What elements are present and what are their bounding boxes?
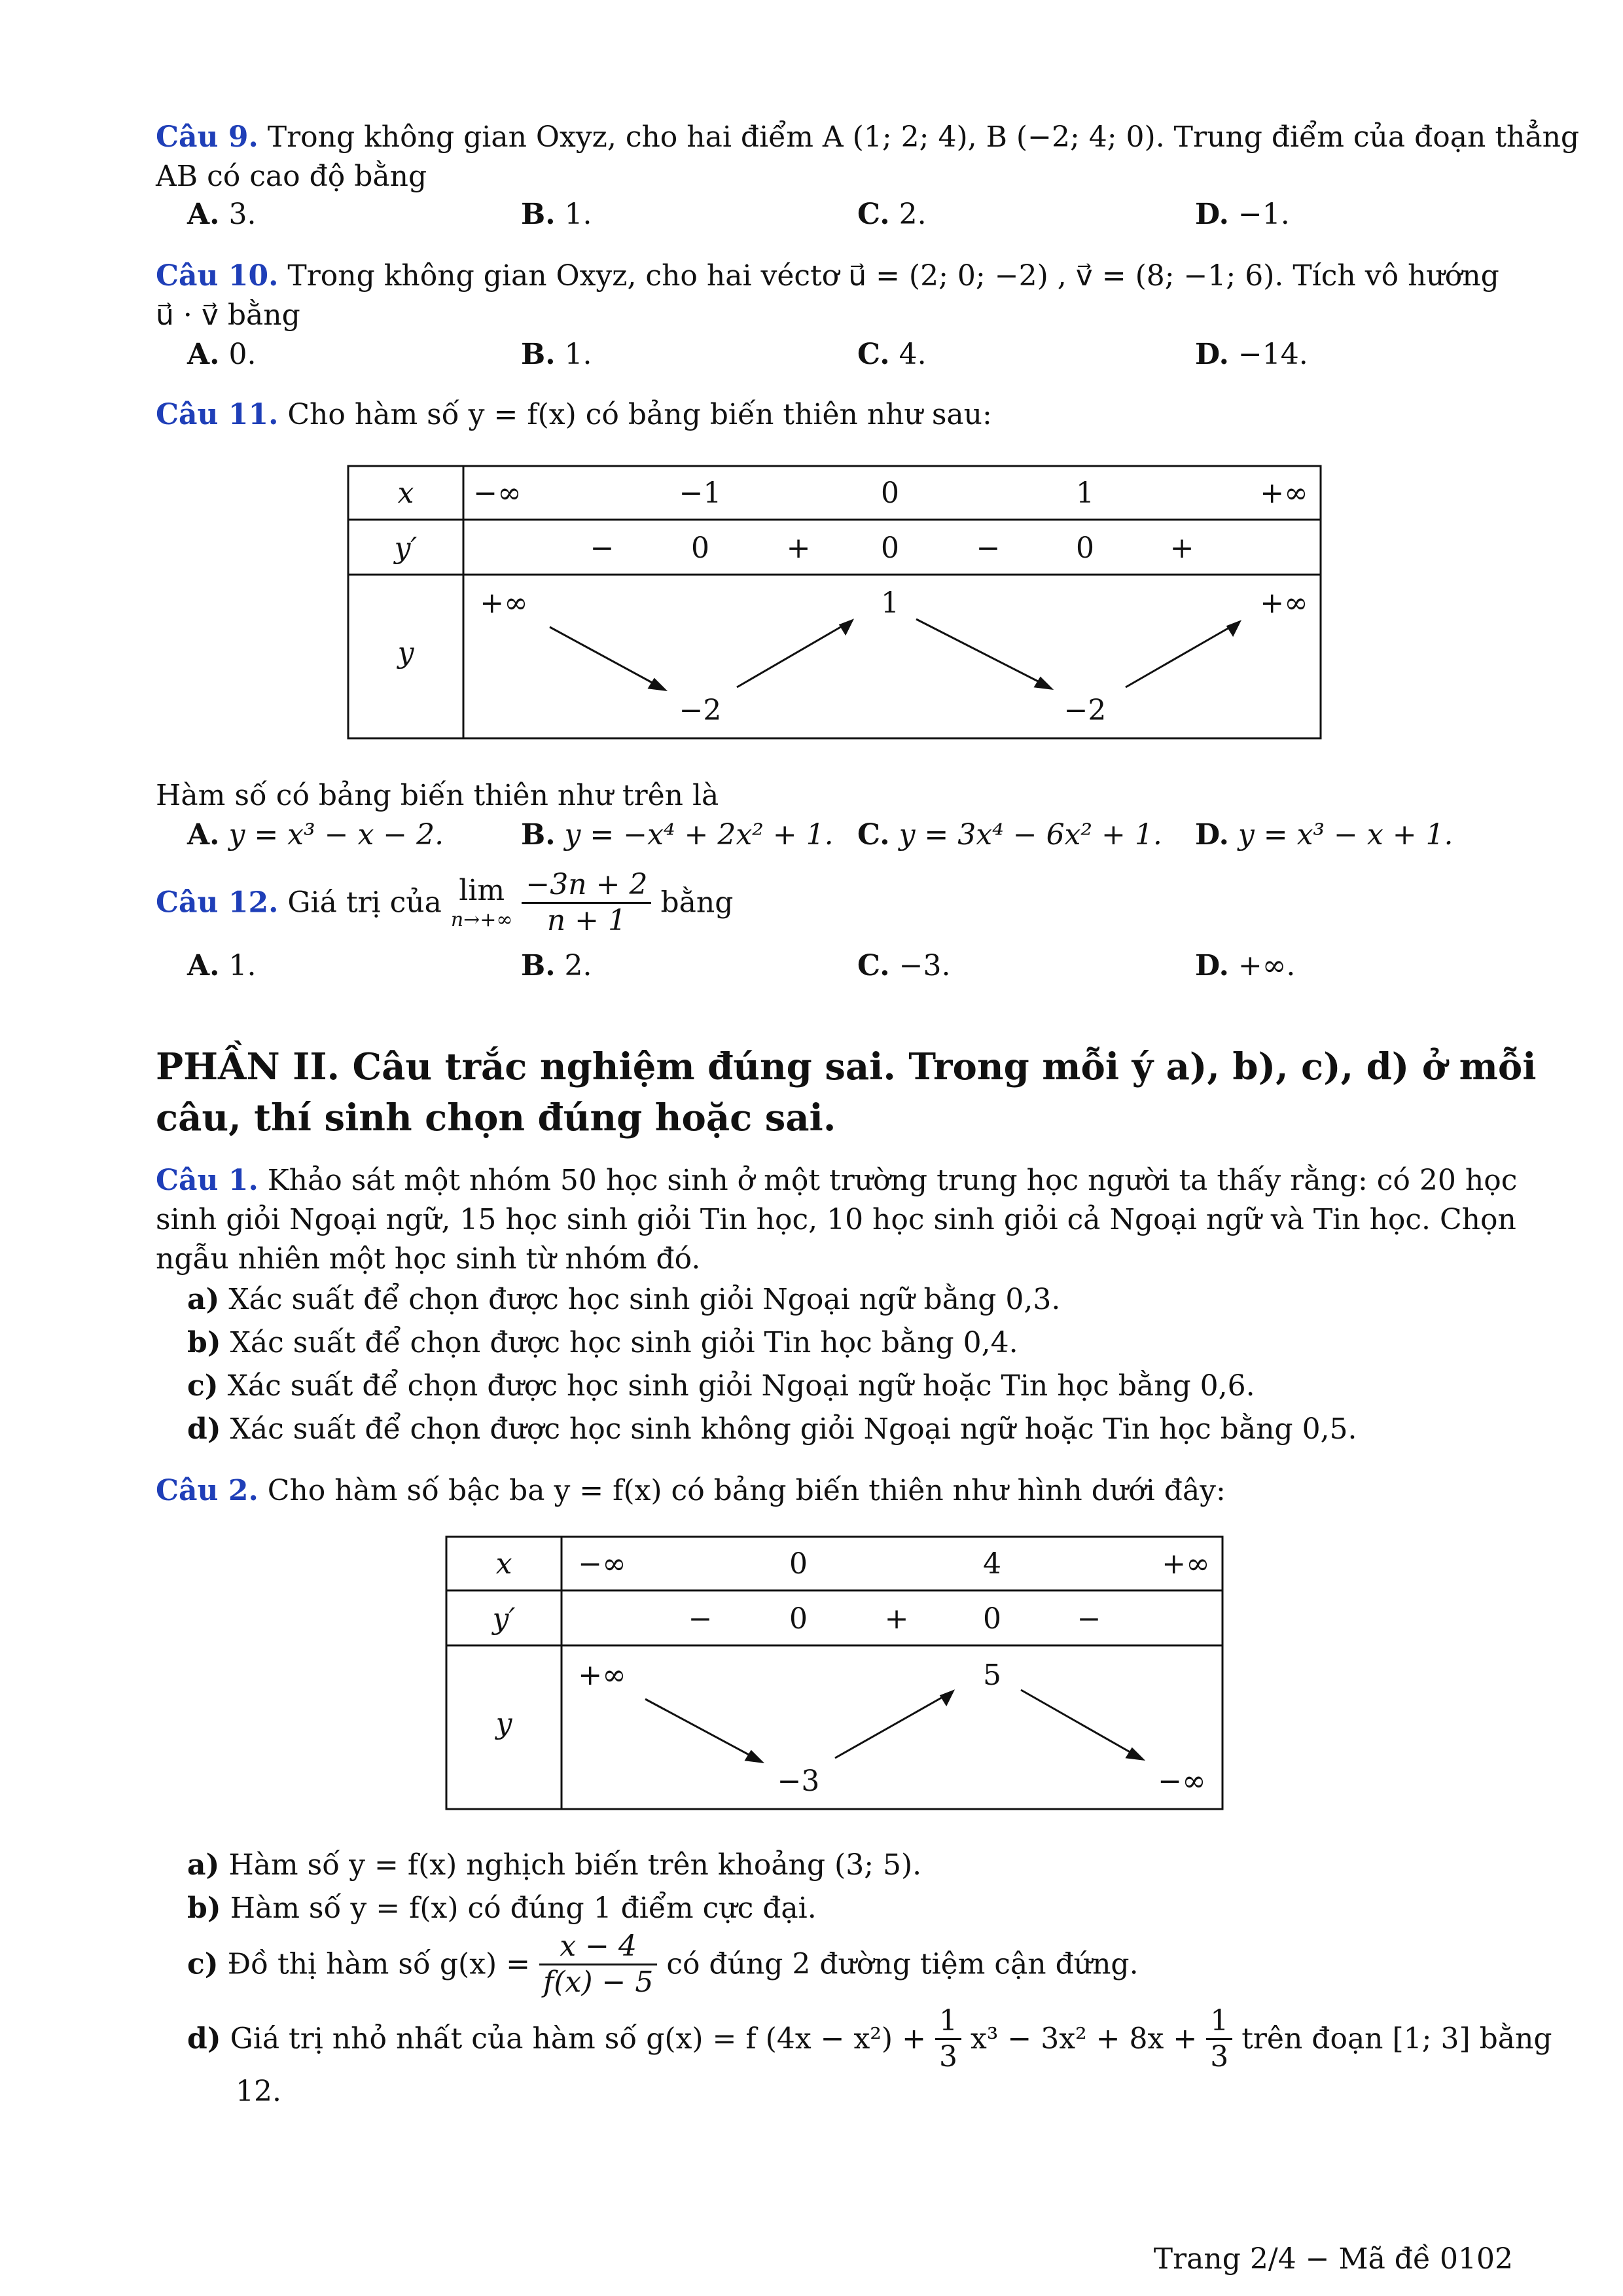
q11-label: Câu 11. <box>156 398 279 431</box>
q11-yprime-zero: 0 <box>691 531 709 565</box>
p2q1-line1: Câu 1. Khảo sát một nhóm 50 học sinh ở một trường trung học người ta thấy rằng: có 20 học <box>156 1164 1518 1197</box>
p2q2-arrow-up <box>835 1696 944 1758</box>
p2q2-y-value: 5 <box>983 1659 1001 1692</box>
p2q2-item-d-line2: 12. <box>236 2075 281 2108</box>
p2q2-y-value: +∞ <box>578 1659 626 1692</box>
q11-yprime-zero: 0 <box>881 531 899 565</box>
q11-x-value: 1 <box>1076 476 1094 510</box>
q11-y-value: 1 <box>881 586 899 620</box>
p2q2-row-label-y: y <box>495 1707 512 1740</box>
q10-option-d: D. −14. <box>1195 338 1308 371</box>
q11-option-c: C. y = 3x⁴ − 6x² + 1. <box>857 818 1162 852</box>
q12-prefix: Giá trị của <box>287 886 442 920</box>
q11-y-value: +∞ <box>1260 586 1308 620</box>
q11-x-value: −∞ <box>473 476 522 510</box>
p2q2-row-label-yprime: y′ <box>492 1602 516 1636</box>
q9-option-d: D. −1. <box>1195 198 1290 231</box>
p2q2-label: Câu 2. <box>156 1474 259 1507</box>
q11-yprime-sign: − <box>976 531 1001 565</box>
p2q2-yprime-sign: − <box>1077 1602 1101 1636</box>
p2q1-item-d: d) Xác suất để chọn được học sinh không giỏi Ngoại ngữ hoặc Tin học bằng 0,5. <box>187 1412 1357 1446</box>
q11-text: Cho hàm số y = f(x) có bảng biến thiên như sau: <box>287 398 992 431</box>
q9-option-a: A. 3. <box>187 198 257 231</box>
q9-label: Câu 9. <box>156 120 259 154</box>
q11-yprime-sign: + <box>1169 531 1194 565</box>
q10-option-b: B. 1. <box>521 338 592 371</box>
p2q2-item-c: c) Đồ thị hàm số g(x) = $\frac{x - 4}{f(x) - 5}$ có đúng 2 đường tiệm cận đứng. <box>187 1929 1139 1999</box>
q11-arrow-down <box>916 619 1042 683</box>
q11-row-label-yprime: y′ <box>394 531 418 565</box>
p2q1-item-b: b) Xác suất để chọn được học sinh giỏi Tin học bằng 0,4. <box>187 1326 1018 1359</box>
p2q2-x-value: −∞ <box>578 1547 626 1581</box>
p2q1-line2: sinh giỏi Ngoại ngữ, 15 học sinh giỏi Tin học, 10 học sinh giỏi cả Ngoại ngữ và Tin học. Chọn <box>156 1203 1516 1236</box>
p2q2-d-fraction-1: $\frac{1}{3}$ <box>935 2007 961 2072</box>
q11-option-a: A. y = x³ − x − 2. <box>187 818 444 852</box>
q11-yprime-zero: 0 <box>1076 531 1094 565</box>
q11-y-value: −2 <box>679 694 722 727</box>
p2q2-y-value: −3 <box>777 1765 820 1798</box>
q11-y-value: −2 <box>1063 694 1107 727</box>
q11-row-label-y: y <box>397 636 414 670</box>
p2q2-arrow-down <box>1021 1690 1133 1754</box>
p2q2-row-label-x: x <box>495 1547 512 1581</box>
q12-suffix: bằng <box>660 886 734 920</box>
q10-label: Câu 10. <box>156 259 279 293</box>
q11-x-value: 0 <box>881 476 899 510</box>
p2q1-item-a: a) Xác suất để chọn được học sinh giỏi Ngoại ngữ bằng 0,3. <box>187 1283 1061 1316</box>
q11-x-value: −1 <box>679 476 722 510</box>
q12-fraction: $\frac{-3n + 2}{n + 1}$ <box>522 870 651 935</box>
q12-limit: lim n→+∞ <box>450 874 513 931</box>
part2-title-line2: câu, thí sinh chọn đúng hoặc sai. <box>156 1096 836 1139</box>
q11-x-value: +∞ <box>1260 476 1308 510</box>
part2-title-line1: PHẦN II. Câu trắc nghiệm đúng sai. Trong mỗi ý a), b), c), d) ở mỗi <box>156 1045 1537 1088</box>
p2q2-c-fraction: $\frac{x - 4}{f(x) - 5}$ <box>539 1932 657 1997</box>
p2q2-arrow-down <box>645 1699 753 1757</box>
p2q2-line: Câu 2. Cho hàm số bậc ba y = f(x) có bảng biến thiên như hình dưới đây: <box>156 1474 1226 1507</box>
p2q2-item-a: a) Hàm số y = f(x) nghịch biến trên khoảng (3; 5). <box>187 1848 922 1882</box>
q9-line1 <box>156 120 1580 154</box>
p2q1-item-c: c) Xác suất để chọn được học sinh giỏi Ngoại ngữ hoặc Tin học bằng 0,6. <box>187 1369 1255 1403</box>
q10-option-a: A. 0. <box>187 338 257 371</box>
q11-arrow-up <box>737 626 843 687</box>
q12-option-c: C. −3. <box>857 949 951 982</box>
p2q2-variation-table <box>445 1535 1224 1810</box>
q11-yprime-sign: − <box>590 531 615 565</box>
q11-line <box>156 398 992 431</box>
q11-yprime-sign: + <box>786 531 811 565</box>
q10-option-c: C. 4. <box>857 338 927 371</box>
q12-line <box>156 870 733 935</box>
q11-variation-table <box>347 465 1322 740</box>
p2q2-item-b: b) Hàm số y = f(x) có đúng 1 điểm cực đại. <box>187 1892 817 1925</box>
q11-y-value: +∞ <box>480 586 528 620</box>
q9-option-b: B. 1. <box>521 198 592 231</box>
p2q2-yprime-zero: 0 <box>789 1602 808 1636</box>
q9-option-c: C. 2. <box>857 198 927 231</box>
page-footer: Trang 2/4 − Mã đề 0102 <box>1153 2242 1513 2276</box>
p2q2-yprime-zero: 0 <box>983 1602 1001 1636</box>
p2q2-d-fraction-2: $\frac{1}{3}$ <box>1206 2007 1232 2072</box>
q11-option-d: D. y = x³ − x + 1. <box>1195 818 1454 852</box>
q11-option-b: B. y = −x⁴ + 2x² + 1. <box>521 818 834 852</box>
q12-option-b: B. 2. <box>521 949 592 982</box>
p2q2-x-value: 4 <box>983 1547 1001 1581</box>
p2q2-yprime-sign: + <box>884 1602 909 1636</box>
p2q2-y-value: −∞ <box>1158 1765 1206 1798</box>
p2q2-item-d: d) Giá trị nhỏ nhất của hàm số g(x) = f (4x − x²) + $\frac{1}{3}$ x³ − 3x² + 8x + $\frac{1}{3}$ trên đoạn [1; 3] bằng <box>187 2004 1552 2073</box>
p2q2-yprime-sign: − <box>688 1602 713 1636</box>
p2q1-label: Câu 1. <box>156 1164 259 1197</box>
p2q2-x-value: +∞ <box>1162 1547 1210 1581</box>
q11-after-text: Hàm số có bảng biến thiên như trên là <box>156 779 719 812</box>
q10-line1 <box>156 259 1499 293</box>
q12-option-a: A. 1. <box>187 949 257 982</box>
p2q1-line3: ngẫu nhiên một học sinh từ nhóm đó. <box>156 1242 701 1276</box>
q9-text1: Trong không gian Oxyz, cho hai điểm A (1; 2; 4), B (−2; 4; 0). Trung điểm của đoạn thẳng <box>267 120 1580 154</box>
q12-option-d: D. +∞. <box>1195 949 1296 982</box>
q11-row-label-x: x <box>397 476 414 510</box>
q9-line2: AB có cao độ bằng <box>156 160 427 193</box>
p2q2-x-value: 0 <box>789 1547 808 1581</box>
q11-arrow-up <box>1126 627 1230 687</box>
q12-label: Câu 12. <box>156 886 279 920</box>
q10-text1: Trong không gian Oxyz, cho hai véctơ u⃗ = (2; 0; −2) , v⃗ = (8; −1; 6). Tích vô hướng <box>287 259 1499 293</box>
q11-arrow-down <box>550 627 656 685</box>
q10-line2: u⃗ · v⃗ bằng <box>156 298 300 332</box>
